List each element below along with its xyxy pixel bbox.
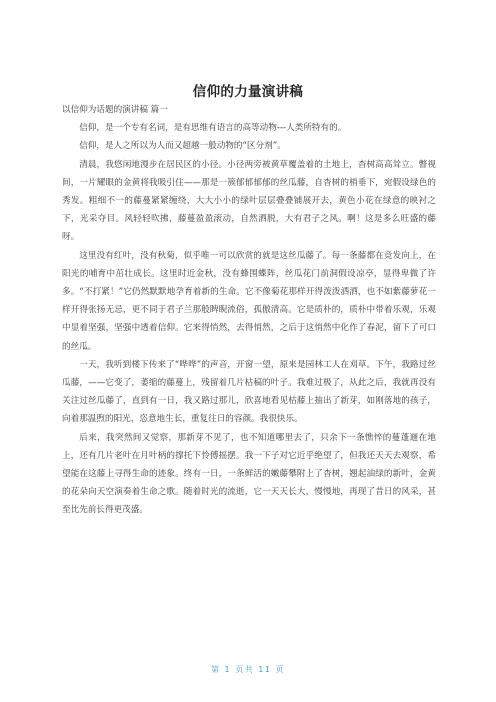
document-body	[62, 101, 436, 520]
document-title: 信仰的力量演讲稿	[192, 84, 304, 100]
paragraph: 清晨，我悠闲地漫步在居民区的小径。小径两旁被黄草覆盖着的土地上，杳树高高耸立。瞥视间，一片耀眼的金黄将我吸引住——那是一簇郁郁郁郁的丝瓜藤，自杳树的梢垂下，宛假设绿色的秀发。粗细不一的藤蔓紧紧缠绕，大大小小的绿叶层层叠叠铺展开去，黄色小花在绿意的映衬之下，光采夺目。风轻轻吹拂，藤蔓盈盈滚动，自然洒脱，大有君子之风。啊！这是多么旺盛的藤呀。	[62, 159, 436, 243]
paragraph: 信仰，是一个专有名词，是有思维有语言的高等动物---人类所特有的。	[79, 123, 347, 134]
paragraph: 这里没有红叶，没有秋菊，似乎唯一可以欣赏的就是这丝瓜藤了。每一条藤都在竞发向上，在阳光的哺育中茁壮成长。这里时近金秋，没有蜂围蝶阵，丝瓜花门前洞假设凉亭，显得卑微了许多。“不打紧！”它仍然默默地孕育着新的生命。它不像菊花那样开得泼泼洒洒，也不如紫藤萝花一样开得张扬无忌，更不同于君子兰那般睥睨流俗，孤傲清高。它是质朴的，质朴中带着乐观，乐观中显着坚强，坚强中透着信仰。它来得悄然，去得悄然，之后于这悄然中化作了春泥，留下了可口的丝瓜。	[62, 250, 436, 352]
page-number-footer: 第 1 页共 11 页	[211, 665, 285, 674]
paragraph: 一天，我听到楼下传来了“哗哗”的声音，开窗一望，原来是园林工人在刈草。下午，我路过丝瓜藤，——它变了，萎缩的藤蔓上，残留着几片枯稿的叶子。我难过极了，从此之后，我就再没有关注过丝瓜藤了，直到有一日，我又路过那儿，欣喜地看见枯藤上抽出了新芽，如刚落地的孩子，向着那温煦的阳光，恣意地生长，重复往日的容颜。我很快乐。	[62, 359, 436, 425]
paragraph: 后来，我突然间又觉察，那新芽不见了，也不知道哪里去了，只余下一条憔悴的蔓蓬逦在地上，还有几片老叶在月叶柄的撑托下怜傅摇摆。我一下子对它近乎绝望了，但我还天天去观察，希望能在这藤上寻得生命的迹象。终有一日，一条鲜活的嫩藤攀附上了杳树，翘起油绿的新叶，金黄的花朵向天空演奏着生命之歌。随着时光的流逝，它一天天长大，慢慢地，再现了昔日的风采，甚至比先前长得更茂盛。	[62, 432, 436, 516]
paragraph: 信仰，是人之所以为人而又超越一般动物的“区分剂”。	[79, 141, 286, 152]
document-subtitle: 以信仰为话题的演讲稿 篇一	[62, 105, 168, 115]
